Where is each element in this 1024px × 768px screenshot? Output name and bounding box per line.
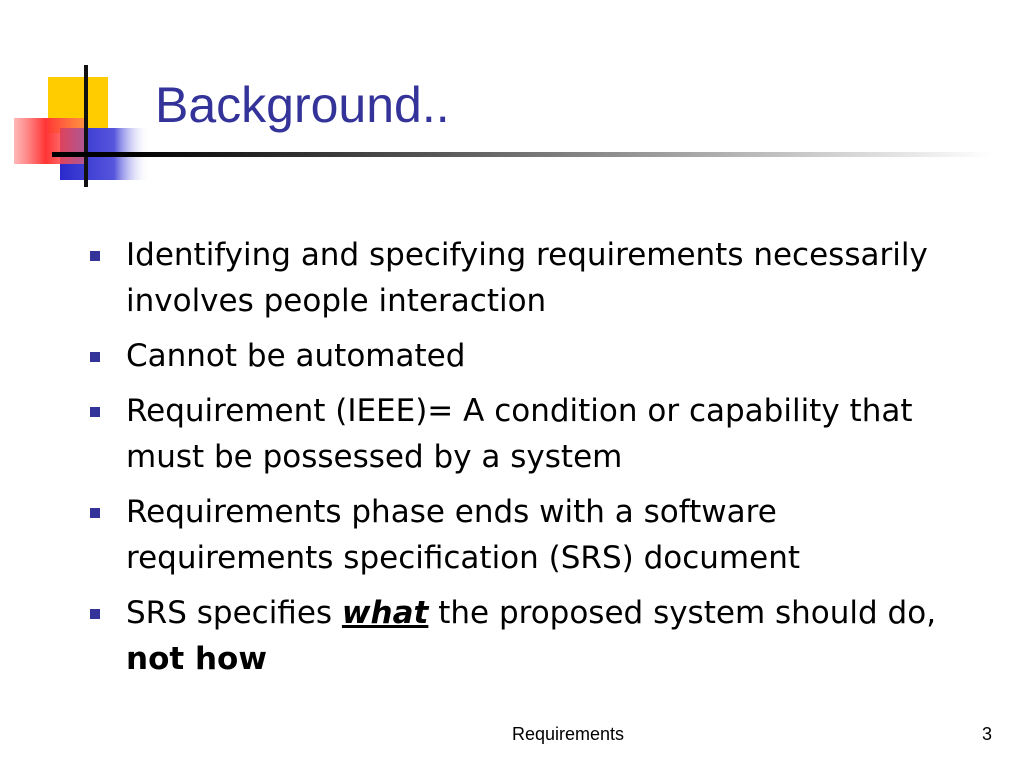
footer-title: Requirements — [512, 724, 625, 744]
bullet-item — [90, 333, 970, 379]
bullet-item — [90, 590, 970, 682]
bullet-text-middle: the proposed system should do, — [428, 595, 937, 631]
bullet-item — [90, 388, 970, 480]
bullet-text: Cannot be automated — [126, 338, 466, 374]
bullet-text: Identifying and specifying requirements necessarily involves people interaction — [126, 237, 928, 319]
bullet-text: Requirement (IEEE)= A condition or capability that must be possessed by a system — [126, 393, 913, 475]
bullet-text-lead: SRS specifies — [126, 595, 342, 631]
logo-red-block — [14, 118, 84, 164]
square-bullet-icon — [90, 407, 100, 417]
bullet-strong-not-how: not how — [126, 641, 267, 677]
logo-vertical-line — [84, 65, 88, 187]
bullet-item — [90, 232, 970, 324]
square-bullet-icon — [90, 352, 100, 362]
title-underline-rule — [52, 152, 992, 157]
slide-title: Background.. — [155, 77, 450, 133]
slide-logo — [0, 60, 150, 190]
square-bullet-icon — [90, 508, 100, 518]
bullet-item — [90, 489, 970, 581]
square-bullet-icon — [90, 609, 100, 619]
bullet-list — [90, 232, 970, 691]
square-bullet-icon — [90, 251, 100, 261]
bullet-text: Requirements phase ends with a software requirements specification (SRS) document — [126, 494, 800, 576]
bullet-emphasis-what: what — [341, 595, 429, 631]
footer-page-number: 3 — [981, 724, 992, 744]
